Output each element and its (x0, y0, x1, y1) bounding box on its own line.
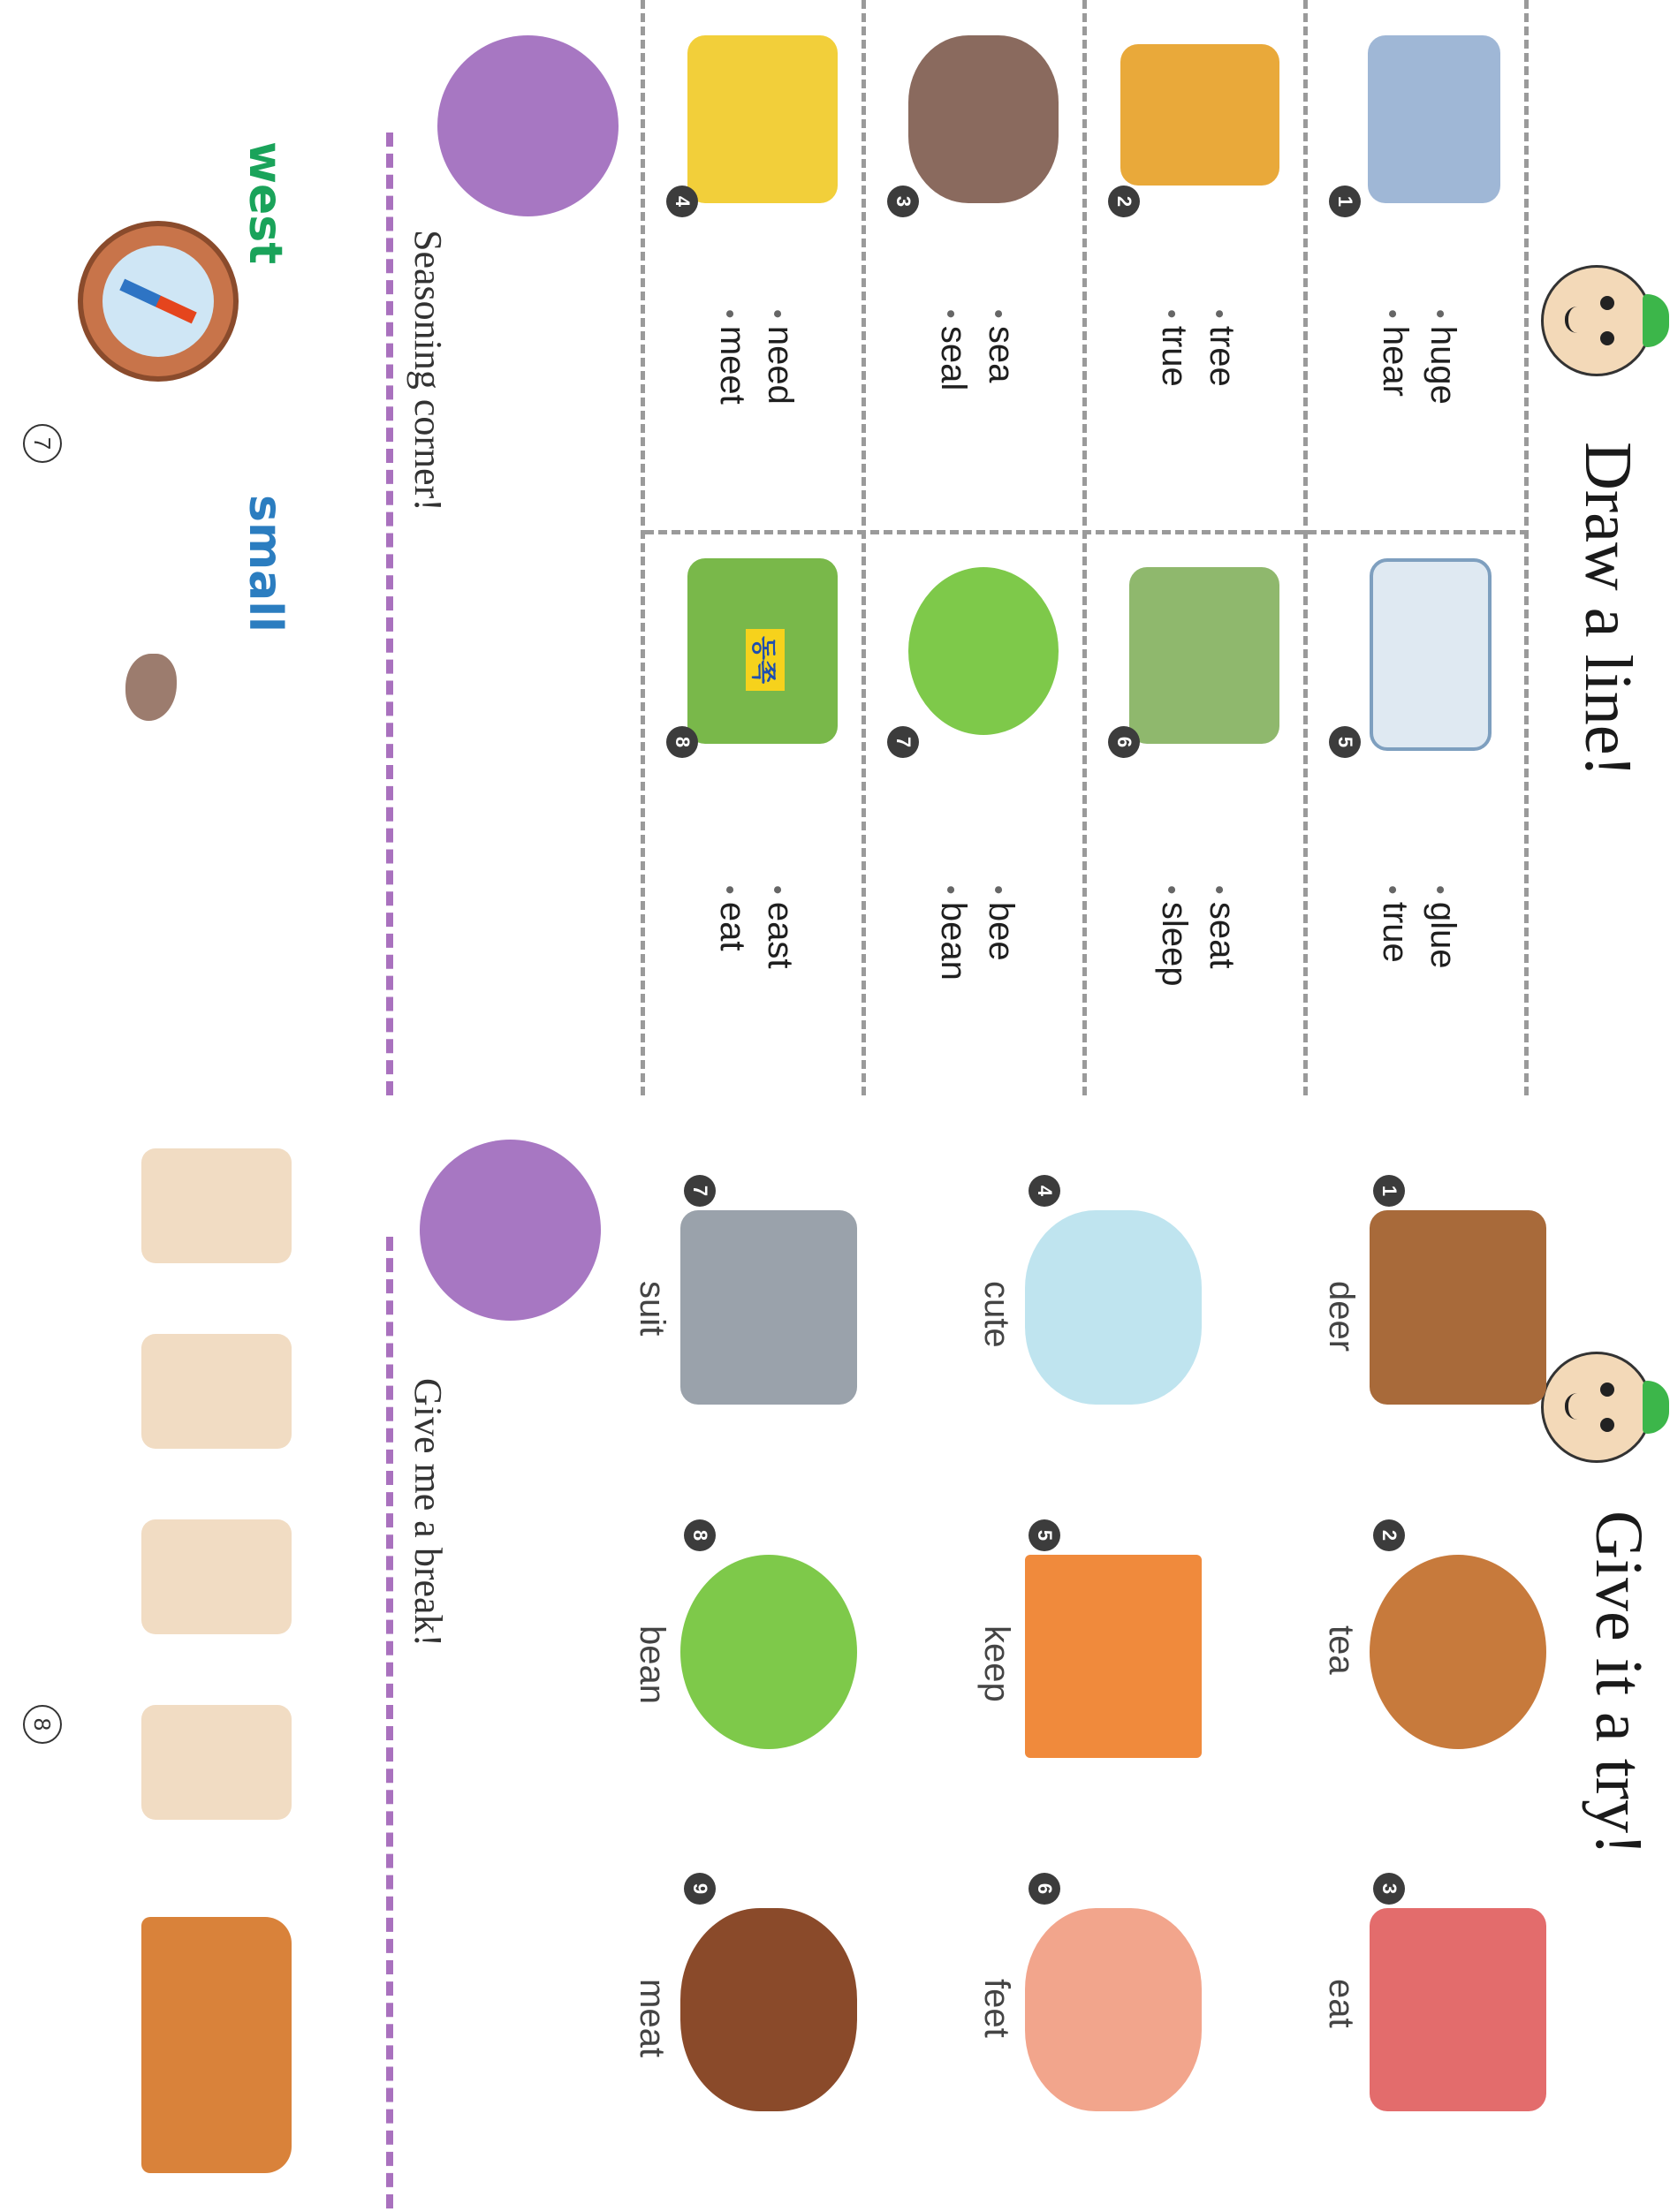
word-option[interactable]: • glue (1417, 885, 1465, 968)
tile-word: feet (977, 1979, 1016, 2038)
word-small: small (239, 495, 292, 633)
number-badge: 3 (887, 186, 919, 217)
word-list (1370, 885, 1465, 968)
number-badge: 6 (1108, 726, 1140, 758)
number-badge: 7 (887, 726, 919, 758)
word-option[interactable]: • sleep (1149, 885, 1196, 986)
mascot-circle (420, 1140, 601, 1321)
word-option[interactable]: • bean (928, 885, 975, 981)
feet-icon (1025, 1908, 1202, 2111)
duck-box-icon (141, 1705, 292, 1820)
cabinet-icon (1025, 1555, 1202, 1758)
match-cell-6[interactable] (1087, 532, 1306, 1095)
beans-icon (908, 567, 1059, 735)
boy-thinking-icon (687, 35, 838, 203)
word-list (1370, 309, 1465, 405)
word-option[interactable]: • true (1149, 309, 1196, 387)
tile-word: meat (633, 1979, 672, 2057)
word-list (707, 885, 802, 968)
word-option[interactable]: • huge (1417, 309, 1465, 405)
number-badge: 4 (1029, 1175, 1060, 1207)
tile-word: keep (977, 1625, 1016, 1702)
word-option[interactable]: • tree (1196, 309, 1244, 387)
number-badge: 5 (1329, 726, 1361, 758)
number-badge: 1 (1329, 186, 1361, 217)
tile-5[interactable] (945, 1519, 1211, 1811)
tile-word: suit (633, 1281, 672, 1337)
page-title-give-it-a-try: Give it a try! (1582, 1511, 1656, 1856)
number-badge: 2 (1373, 1519, 1405, 1551)
beans-icon (680, 1555, 857, 1749)
match-cell-3[interactable] (866, 0, 1085, 528)
seal-icon (908, 35, 1059, 203)
tile-8[interactable] (601, 1519, 866, 1811)
match-cell-4[interactable] (645, 0, 864, 528)
match-cell-5[interactable] (1308, 532, 1527, 1095)
word-option[interactable]: • true (1370, 885, 1417, 968)
word-option[interactable]: • seat (1196, 885, 1244, 986)
word-option[interactable]: • meet (707, 309, 755, 405)
give-me-a-break-title: Give me a break! (406, 1378, 450, 1648)
match-cell-8[interactable] (645, 532, 864, 1095)
word-list (1149, 309, 1244, 387)
number-badge: 9 (684, 1873, 716, 1905)
deer-icon (1370, 1210, 1546, 1405)
pig-box-icon (141, 1148, 292, 1263)
deer-box-icon (141, 1334, 292, 1449)
boy-eating-icon (1370, 1908, 1546, 2111)
tile-word: deer (1322, 1281, 1361, 1352)
compass-icon (78, 221, 239, 382)
divider-line (386, 133, 393, 1095)
number-badge: 1 (1373, 1175, 1405, 1207)
mascot-circle (437, 35, 619, 216)
number-badge: 3 (1373, 1873, 1405, 1905)
tile-6[interactable] (945, 1873, 1211, 2173)
santa-sled-icon (141, 1917, 292, 2173)
number-badge: 8 (666, 726, 698, 758)
word-list (928, 309, 1023, 390)
mascot-thinking (1541, 1352, 1652, 1463)
signpost-icon (687, 558, 838, 744)
tile-word: bean (633, 1625, 672, 1704)
divider-line (386, 1237, 393, 2208)
frog-box-icon (141, 1519, 292, 1634)
tile-4[interactable] (945, 1175, 1211, 1466)
word-option[interactable]: • need (755, 309, 802, 405)
tile-word: eat (1322, 1979, 1361, 2028)
page-title-draw-a-line: Draw a line! (1571, 442, 1645, 777)
tile-9[interactable] (601, 1873, 866, 2173)
page-number: 8 (23, 1705, 62, 1744)
number-badge: 4 (666, 186, 698, 217)
word-list (928, 885, 1023, 981)
word-west: west (239, 141, 292, 265)
meat-icon (680, 1908, 857, 2111)
tile-2[interactable] (1290, 1519, 1555, 1811)
word-option[interactable]: • hear (1370, 309, 1417, 405)
mascot-with-box (1541, 265, 1652, 376)
number-badge: 7 (684, 1175, 716, 1207)
number-badge: 6 (1029, 1873, 1060, 1905)
signpost-text: 동쪽 (746, 629, 785, 691)
word-option[interactable]: • sea (975, 309, 1023, 390)
boy-icon (1120, 44, 1279, 186)
sleep-icon (1129, 567, 1279, 744)
tile-1[interactable] (1290, 1175, 1555, 1466)
tile-7[interactable] (601, 1175, 866, 1466)
seasoning-corner-title: Seasoning corner! (406, 230, 450, 511)
tile-word: cute (977, 1281, 1016, 1348)
tile-word: tea (1322, 1625, 1361, 1675)
tile-3[interactable] (1290, 1873, 1555, 2173)
number-badge: 8 (684, 1519, 716, 1551)
word-option[interactable]: • east (755, 885, 802, 968)
number-badge: 5 (1029, 1519, 1060, 1551)
cat-icon (1025, 1210, 1202, 1405)
match-cell-2[interactable] (1087, 0, 1306, 528)
word-list (707, 309, 802, 405)
glue-icon (1370, 558, 1492, 751)
match-cell-7[interactable] (866, 532, 1085, 1095)
number-badge: 2 (1108, 186, 1140, 217)
word-option[interactable]: • bee (975, 885, 1023, 981)
word-list (1149, 885, 1244, 986)
rock-icon (125, 654, 177, 721)
building-icon (1368, 35, 1500, 203)
match-cell-1[interactable] (1308, 0, 1527, 528)
word-option[interactable]: • eat (707, 885, 755, 968)
suit-icon (680, 1210, 857, 1405)
word-option[interactable]: • seal (928, 309, 975, 390)
page-number: 7 (23, 424, 62, 463)
tea-cup-icon (1370, 1555, 1546, 1749)
